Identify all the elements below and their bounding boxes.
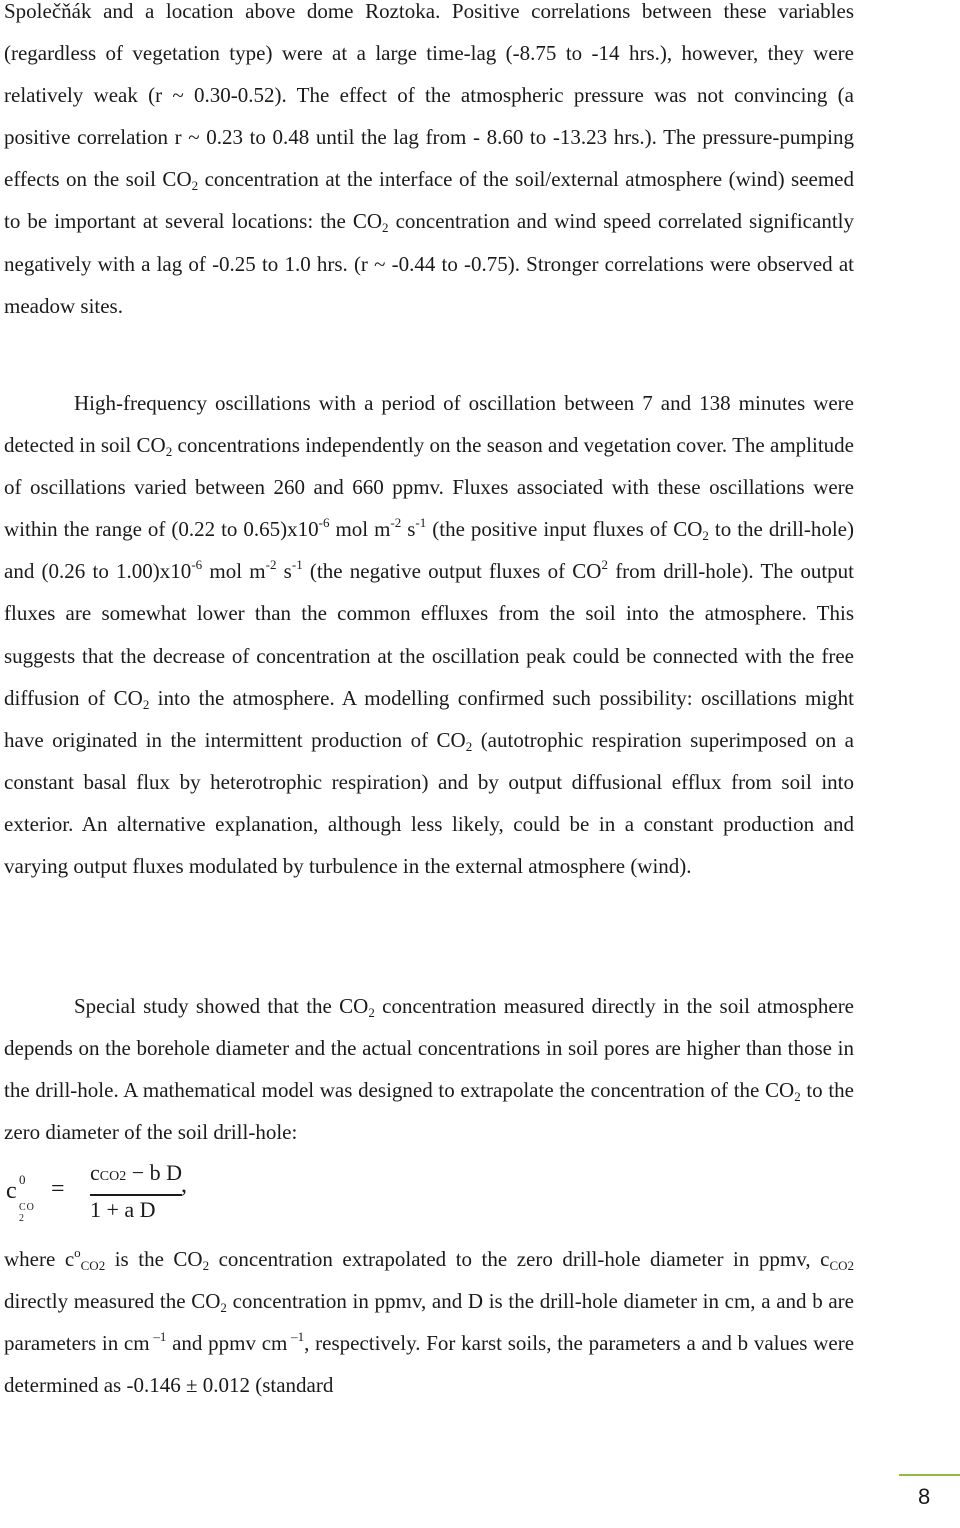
text-run: to the zero diameter of the soil drill-hole: <box>4 1078 854 1145</box>
text-run: (the positive input fluxes of CO <box>426 517 703 542</box>
superscript: 2 <box>601 557 608 573</box>
text-run: mol m <box>202 559 266 584</box>
paragraph-special-study <box>4 985 854 1153</box>
subscript: 2 <box>220 1300 227 1316</box>
subscript: 2 <box>165 444 173 460</box>
subscript: CO2 <box>80 1258 106 1273</box>
subscript: 2 <box>794 1089 801 1105</box>
superscript: -2 <box>265 557 277 573</box>
equation-comma: , <box>181 1172 187 1198</box>
text-run: and ppmv cm <box>166 1331 288 1356</box>
text-run: is the CO <box>105 1247 203 1271</box>
subscript: CO2 <box>829 1258 854 1273</box>
text-run: Společňák and a location above dome Roztoka. Positive correlations between these variables (regardless of vegetation type) were at a large time-lag (-8.75 to -14 hrs.), however, they were relatively weak (r ~ 0.30-0.52). The effect of the atmospheric pressure was not convincing (a positive correlation r ~ 0.23 to 0.48 until the lag from - 8.60 to -13.23 hrs.). The pressure-pumping effects on the soil CO <box>4 0 854 192</box>
text-run: to the drill-hole) and (0.26 to 1.00)x10 <box>4 517 854 584</box>
equation-symbol: c <box>90 1160 100 1185</box>
text-run: , respectively. For karst soils, the parameters a and b values were determined as -0.146 ± 0.012 (standard <box>4 1331 855 1398</box>
equation <box>4 1158 304 1234</box>
fraction-numerator <box>90 1160 182 1186</box>
text-run: into the atmosphere. A modelling confirmed such possibility: oscillations might have originated in the intermittent production of CO <box>4 685 854 752</box>
superscript: -6 <box>318 515 330 531</box>
subscript: 2 <box>465 738 473 754</box>
text-run: concentration extrapolated to the zero drill-hole diameter in ppmv, c <box>209 1247 830 1271</box>
equation-lhs <box>6 1172 35 1224</box>
text-run: mol m <box>329 517 391 542</box>
equation-symbol: − b D <box>126 1160 183 1185</box>
superscript: 0 <box>19 1172 26 1187</box>
text-run: s <box>401 517 416 542</box>
equation-symbol: c <box>6 1178 17 1204</box>
page-number: 8 <box>918 1484 931 1509</box>
subscript: 2 <box>202 1258 210 1273</box>
paragraph-oscillations <box>4 382 854 887</box>
subscript: CO2 <box>99 1169 127 1184</box>
subscript: 2 <box>368 1005 375 1020</box>
fraction-bar <box>90 1194 182 1196</box>
superscript: -6 <box>191 557 203 573</box>
subscript: CO 2 <box>19 1202 35 1224</box>
subscript: 2 <box>142 696 150 712</box>
text-run: concentration and wind speed correlated significantly negatively with a lag of -0.25 to 1.0 hrs. (r ~ -0.44 to -0.75). Stronger correlations were observed at meadow sites. <box>4 209 854 318</box>
text-run: directly measured the CO <box>4 1289 221 1314</box>
text-run: (the negative output fluxes of CO <box>302 559 602 584</box>
superscript: -1 <box>415 515 427 531</box>
superscript: -1 <box>291 557 303 573</box>
text-run: concentration measured directly in the soil atmosphere depends on the borehole diameter and the actual concentrations in soil pores are higher than those in the drill-hole. A mathematical model was designed to extrapolate the concentration of the CO <box>4 994 855 1103</box>
text-run: from drill-hole). The output fluxes are somewhat lower than the common effluxes from the soil into the atmosphere. This suggests that the decrease of concentration at the oscillation peak could be connected with the free diffusion of CO <box>4 559 854 710</box>
text-run: concentration in ppmv, and D is the drill-hole diameter in cm, a and b are parameters in cm <box>4 1289 854 1356</box>
text-run: concentration at the interface of the soil/external atmosphere (wind) seemed to be important at several locations: the CO <box>4 167 854 234</box>
text-run: High-frequency oscillations with a period of oscillation between 7 and 138 minutes were detected in soil CO <box>4 391 854 458</box>
text-run: Special study showed that the CO <box>74 994 369 1018</box>
text-run: s <box>276 559 292 584</box>
paragraph-definitions <box>4 1238 854 1406</box>
equals-sign: = <box>51 1176 65 1202</box>
subscript: 2 <box>191 178 199 194</box>
text-run: where c <box>4 1247 75 1271</box>
fraction-denominator: 1 + a D <box>90 1197 156 1222</box>
superscript: –1 <box>149 1329 167 1345</box>
subscript: 2 <box>382 220 389 236</box>
superscript: o <box>74 1245 81 1260</box>
superscript: -2 <box>390 515 402 531</box>
superscript: –1 <box>287 1329 305 1345</box>
text-run: concentrations independently on the season and vegetation cover. The amplitude of oscillations varied between 260 and 660 ppmv. Fluxes associated with these oscillations were within the range of (0.22 to 0.65)x10 <box>4 433 854 542</box>
text-run: (autotrophic respiration superimposed on a constant basal flux by heterotrophic respiration) and by output diffusional efflux from soil into exterior. An alternative explanation, although less likely, could be in a constant production and varying output fluxes modulated by turbulence in the external atmosphere (wind). <box>4 727 854 879</box>
subscript: 2 <box>702 528 709 544</box>
page-number-rule <box>899 1474 960 1476</box>
paragraph-correlations <box>4 0 854 327</box>
